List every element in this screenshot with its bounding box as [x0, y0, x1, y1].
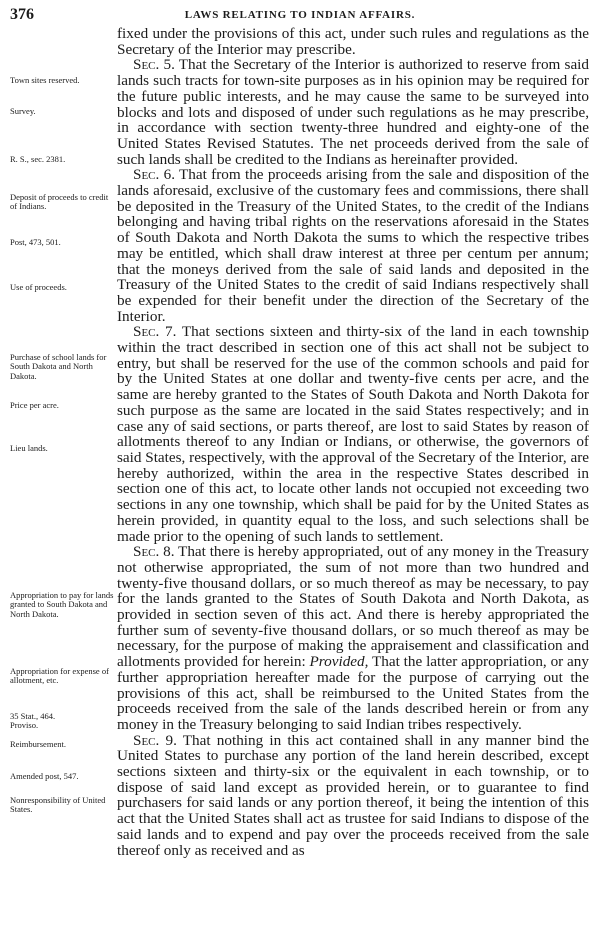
margin-note: Town sites reserved. — [10, 75, 80, 85]
margin-note: Appropriation to pay for lands granted to South Dakota and North Dakota. — [10, 590, 114, 619]
margin-note: Reimbursement. — [10, 739, 66, 749]
margin-note: Lieu lands. — [10, 443, 48, 453]
running-head: LAWS RELATING TO INDIAN AFFAIRS. — [184, 9, 416, 21]
margin-note: Amended post, 547. — [10, 771, 79, 781]
margin-note: Appropriation for expense of allotment, etc. — [10, 666, 109, 686]
section-label: Sec. 8. — [133, 543, 175, 561]
section-5: Sec. 5. That the Secretary of the Interior is authorized to reserve from said lands such tracts for town-site purposes as in his opinion may be required for the future public interests, and he may cause the same to be surveyed into blocks and lots and disposed of under such regulations as he may prescribe, in accordance with section twenty-three hundred and eighty-one of the United States Revised Statutes. The net proceeds derived from the sale of such lands shall be credited to the Indians as hereinafter provided. — [117, 56, 589, 168]
section-7: Sec. 7. That sections sixteen and thirty-six of the land in each township within the tract described in section one of this act shall not be subject to entry, but shall be reserved for the use of the common schools and paid for by the United States at one dollar and twenty-five cents per acre, and the same are hereby granted to the States of South Dakota and North Dakota for such purpose as the same are located in the said States respectively; and in case any of said sections, or parts thereof, are lost to said States by reason of allotments thereof to any Indian or Indians, or otherwise, the governors of said States, respectively, with the approval of the Secretary of the Interior, are hereby authorized, within the area in the respective States described in section one of this act, to locate other lands not occupied not exceeding two sections in any one township, which shall be paid for by the United States as herein provided, in quantity equal to the loss, and such selections shall be made prior to the opening of such lands to settlement. — [117, 323, 589, 545]
margin-note: Deposit of proceeds to credit of Indians. — [10, 192, 109, 212]
section-6: Sec. 6. That from the proceeds arising from the sale and disposition of the lands aforesaid, exclusive of the customary fees and commissions, there shall be deposited in the Treasury of the United States, to the credit of the Indians belonging and having tribal rights on the reservations aforesaid in the States of South Dakota and North Dakota the sums to which the respective tribes may be entitled, which shall draw interest at three per centum per annum; that the moneys derived from the sale of said lands and deposited in the Treasury of the United States to the credit of said Indians respectively shall be expended for their benefit under the direction of the Secretary of the Interior. — [117, 166, 589, 325]
section-8: Sec. 8. That there is hereby appropriated, out of any money in the Treasury not otherwise appropriated, the sum of not more than two hundred and twenty-five thousand dollars, or so much thereof as may be necessary, to pay for the lands granted to the States of South Dakota and North Dakota, as provided in section seven of this act. And there is hereby appropriated the further sum of seventy-five thousand dollars, or so much thereof as may be necessary, for the purpose of making the appraisement and classification and allotments provided for herein: Provided, That the latter appropriation, or any further appropriation hereafter made for the purpose of carrying out the provisions of this act, shall be reimbursed to the United States from the proceeds received from the sale of the lands described herein or from any money in the Treasury belonging to said Indian tribes respectively. — [117, 543, 589, 733]
paragraph-continuation: fixed under the provisions of this act, under such rules and regulations as the Secretary of the Interior may prescribe. — [117, 25, 589, 58]
margin-note: Post, 473, 501. — [10, 237, 61, 247]
margin-note: Nonresponsibility of United States. — [10, 795, 106, 815]
section-9: Sec. 9. That nothing in this act contained shall in any manner bind the United States to purchase any portion of the land herein described, except sections sixteen and thirty-six or the equivalent in each township, or to dispose of said land except as provided herein, or to guarantee to find purchasers for said lands or any portion thereof, it being the intention of this act that the United States shall act as trustee for said Indians to dispose of the said lands and to expend and pay over the proceeds received from the sale thereof only as received and as — [117, 731, 589, 859]
margin-notes — [10, 0, 114, 925]
page-number: 376 — [10, 6, 34, 23]
body-text — [117, 26, 589, 858]
margin-note: Price per acre. — [10, 400, 59, 410]
section-label: Sec. 5. — [133, 56, 175, 74]
margin-note: 35 Stat., 464. Proviso. — [10, 711, 56, 731]
margin-note: Survey. — [10, 106, 36, 116]
margin-note: R. S., sec. 2381. — [10, 154, 66, 164]
margin-note: Use of proceeds. — [10, 282, 67, 292]
section-label: Sec. 7. — [133, 323, 177, 341]
margin-note: Purchase of school lands for South Dakota and North Dakota. — [10, 352, 107, 381]
section-label: Sec. 6. — [133, 166, 175, 184]
section-label: Sec. 9. — [133, 731, 177, 749]
proviso-italic: Provided, — [309, 653, 369, 671]
